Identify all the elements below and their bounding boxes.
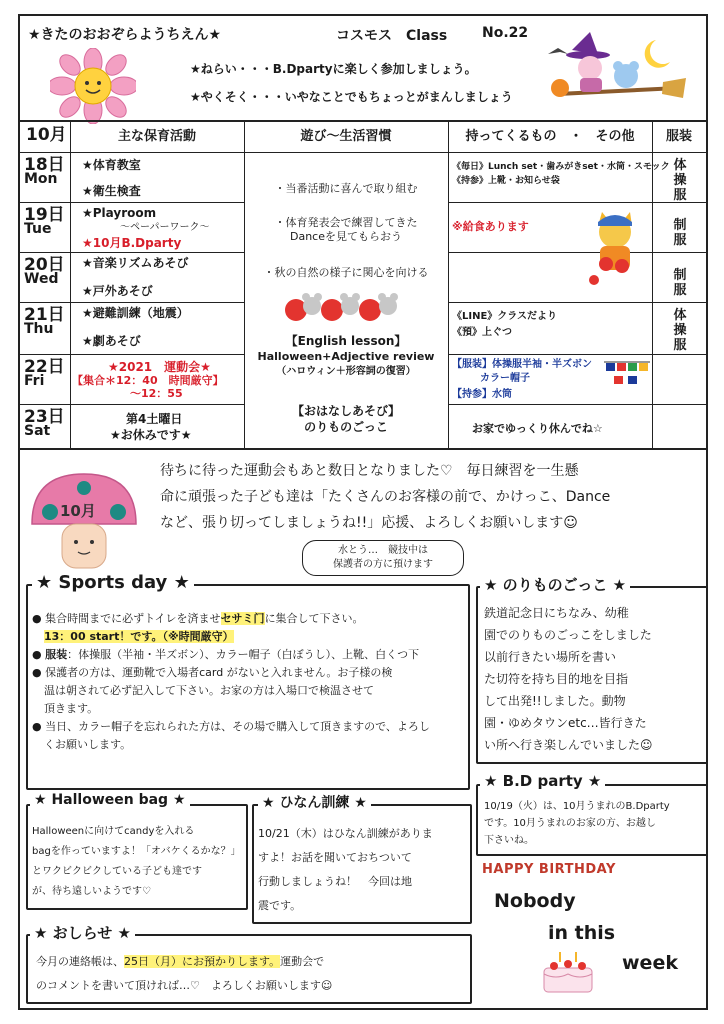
halloween-title: ★ Halloween bag ★ [30,792,190,808]
play-item-1: ・当番活動に喜んで取り組む [274,182,418,195]
activity-22-2: 【集合＊12：40 時間厳守】 [72,374,224,387]
col-header-bring: 持ってくるもの ・ その他 [465,129,635,144]
aim-text: ★ねらい・・・B.Dpartyに楽しく参加しましょう。 [190,62,477,76]
in-this-text: in this [548,922,616,944]
day-cell-21: 21日 Thu [24,305,65,337]
activity-20-2: ★戸外あそび [82,284,153,298]
col-header-play: 遊び～生活習慣 [300,129,392,144]
english-lesson-jp: （ハロウィン＋形容詞の復習） [276,366,416,377]
day-cell-19: 19日 Tue [24,205,65,237]
bring-daily: 《毎日》Lunch set・歯みがきset・水筒・スモック [452,162,670,172]
day-cell-23: 23日 Sat [24,407,65,439]
day-cell-22: 22日 Fri [24,357,65,389]
activity-18-2: ★衛生検査 [82,184,141,198]
sports-day-body: ● 集合時間までに必ずトイレを済ませセサミ门に集合して下さい。 13：00 start！です。（※時間厳守） ● 服装：体操服（半袖・半ズボン）、カラー帽子（白ぼうし）、上靴、白くつ下 ● 保護者の方は、運動靴で入場者card がないと入れません。お子様の検 温は朝されて必ず記入して下さい。お家の方は入場口で検温させて 頂きます。 ● 当日、カラー帽子を忘れられた方は、その場で購入して頂きますので、よろし くお願いします。 [32,612,430,751]
story-play-detail: のりものごっこ [304,420,388,434]
week-text: week [622,952,678,974]
rest-at-home: お家でゆっくり休んでね☆ [472,422,603,435]
issue-number: No.22 [482,25,529,41]
intro-message: 待ちに待った運動会もあと数日となりました♡ 毎日練習を一生懸 命に頑張った子ども達は「たくさんのお客様の前で、かけっこ、Dance など、張り切ってしましょうね!!」応援、よろしくお願いします☺ [160,463,611,531]
table-bottom-divider [20,448,706,450]
fri-cap: カラー帽子 [480,373,530,384]
cat-apples-illustration [584,208,648,288]
newsletter-page [18,14,708,1010]
activity-19-1b: ～ペーパーワーク～ [120,222,210,233]
clothes-thu: 体操服 [673,308,687,353]
line-class-news: 《LINE》クラスだより [452,311,557,322]
notice-title: ★ おしらせ ★ [30,922,135,943]
activity-23-1: 第4土曜日 [126,412,183,426]
happy-birthday-banner: HAPPY BIRTHDAY [482,862,616,877]
nobody-text: Nobody [494,890,576,912]
fri-bottle: 【持参】水筒 [452,389,512,400]
bd-party-body: 10/19（火）は、10月うまれのB.Dparty です。10月うまれのお家の方、お越し 下さいね。 [484,801,670,846]
notice-body: 今月の連絡帳は、25日（月）にお預かりします。運動会で のコメントを書いて頂ければ…♡ よろしくお願いします☺ [36,955,333,992]
activity-19-1: ★Playroom [82,206,157,220]
play-item-2b: Danceを見てもらおう [290,230,402,243]
flags-illustration [604,358,650,388]
clothes-tue: 制服 [673,218,687,248]
month-badge: 10月 [60,502,96,520]
day-cell-20: 20日 Wed [24,255,65,287]
fri-clothes: 【服装】体操服半袖・半ズボン [452,359,592,370]
play-item-3: ・秋の自然の様子に関心を向ける [263,266,429,279]
water-bottle-bubble: 水とう… 競技中は 保護者の方に預けます [302,540,464,576]
mushroom-illustration [28,468,140,576]
clothes-wed: 制服 [673,268,687,298]
schedule-table [20,122,706,448]
lunch-note: ※給食あります [452,220,529,233]
norimono-title: ★ のりものごっこ ★ [480,574,630,595]
activity-21-1: ★避難訓練（地震） [82,306,189,320]
story-play-title: 【おはなしあそび】 [291,404,400,418]
bring-carry: 《持参》上靴・お知らせ袋 [452,176,560,186]
english-lesson-title: 【English lesson】 [285,334,407,348]
norimono-body: 鉄道記念日にちなみ、幼稚 園でのりものごっこをしました 以前行きたい場所を書い た切符を持ち目的地を目指 して出発!!しました。動物 園・ゆめタウンetc…皆行きた い所へ行き楽しんでいました☺ [484,606,653,752]
bd-party-title: ★ B.D party ★ [480,772,605,790]
activity-22-3: ～12：55 [130,387,183,400]
birthday-cake-illustration [538,948,598,998]
activity-20-1: ★音楽リズムあそび [82,256,189,270]
flower-illustration [50,48,136,124]
activity-21-2: ★劇あそび [82,334,141,348]
evacuation-drill-body: 10/21（木）はひなん訓練がありま すよ！お話を聞いておちついて 行動しましょうね！ 今回は地 震です。 [258,827,433,912]
evacuation-drill-title: ★ ひなん訓練 ★ [258,792,371,812]
col-header-clothes: 服装 [665,129,692,144]
activity-23-2: ★お休みです★ [110,428,192,442]
english-lesson-detail: Halloween+Adjective review [257,350,435,363]
activity-19-2: ★10月B.Dparty [82,236,182,250]
school-name: ★きたのおおぞらようちえん★ [28,27,222,43]
clothes-mon: 体操服 [673,158,687,203]
deposit-shoes: 《預》上ぐつ [452,327,512,338]
play-item-2: ・体育発表会で練習してきた [274,216,418,229]
day-cell-18: 18日 Mon [24,155,65,187]
activity-22-1: ★2021 運動会★ [108,360,211,374]
halloween-body: Halloweenに向けてcandyを入れる bagを作っていますよ！「オバケくるかな？」 とワクビクビクしている子ども達です が、待ち遠しいようです♡ [32,826,241,897]
month-label: 10月 [26,125,67,145]
activity-18-1: ★体育教室 [82,158,141,172]
sports-day-title: ★ Sports day ★ [32,572,194,593]
mice-apples-illustration [282,286,412,326]
col-header-main: 主な保育活動 [117,129,196,144]
halloween-witch-illustration [538,32,688,112]
promise-text: ★やくそく・・・いやなことでもちょっとがまんしましょう [190,90,513,104]
class-label: コスモス Class [336,28,448,44]
